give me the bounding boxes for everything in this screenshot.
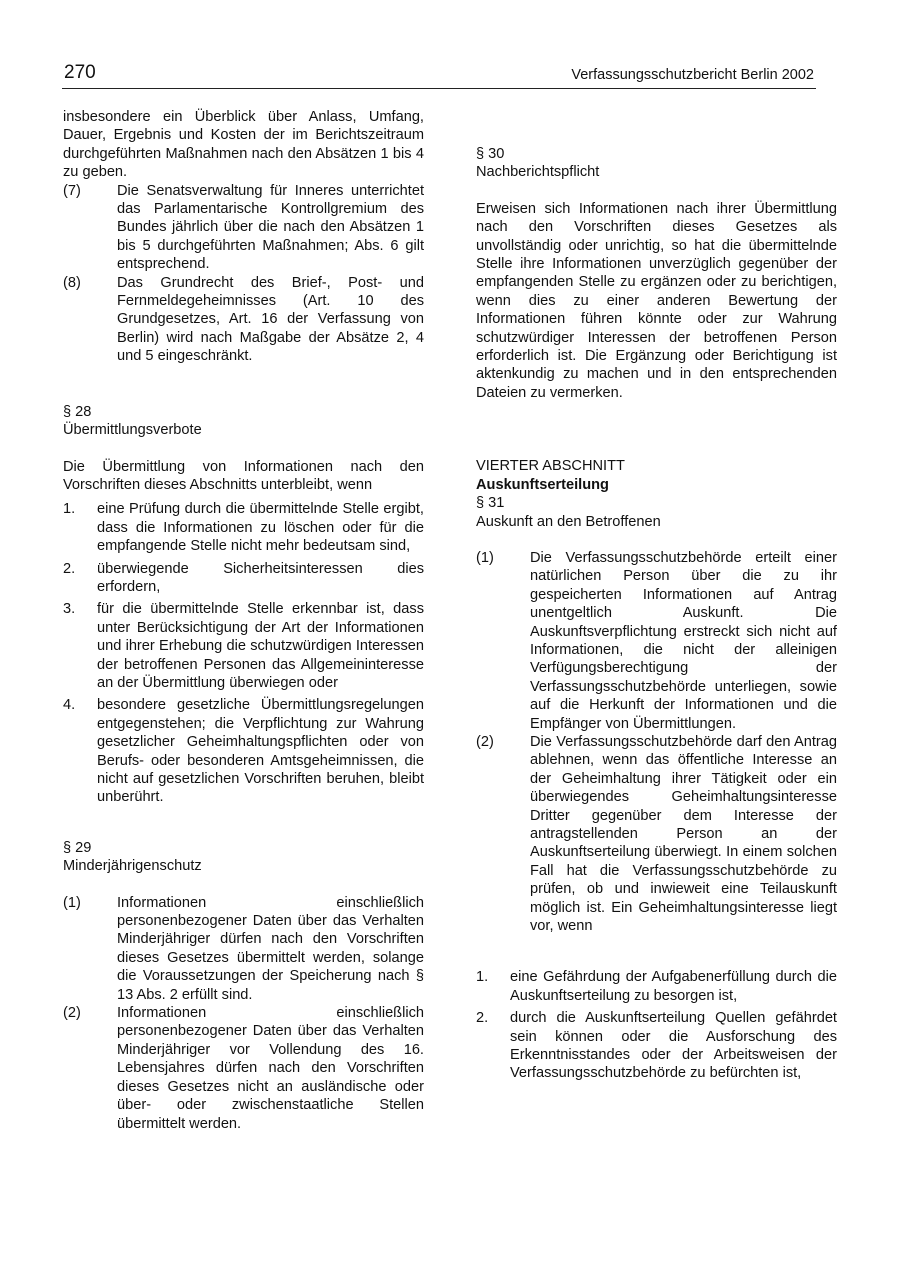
list-item-text: für die übermittelnde Stelle erkennbar ist, dass unter Berücksichtigung der Art der Informationen und ihrer Erhebung die schutzwürdigen Interessen der betroffenen Personen das Allgemeininteresse an der Übermittlung überwiegen oder bbox=[97, 601, 424, 691]
paragraph-number: (2) bbox=[476, 733, 494, 750]
section-30-title: Nachberichtspflicht bbox=[476, 164, 600, 181]
list-item bbox=[63, 500, 424, 555]
right-column bbox=[476, 108, 837, 1087]
section-31-paragraph-2 bbox=[476, 733, 837, 935]
list-item bbox=[476, 968, 837, 1005]
section-28-number: § 28 bbox=[63, 403, 92, 420]
chapter-title: Auskunftserteilung bbox=[476, 476, 609, 493]
paragraph-number: (7) bbox=[63, 182, 81, 199]
paragraph-8 bbox=[63, 274, 424, 366]
paragraph-text: Die Verfassungsschutzbehörde erteilt einer natürlichen Person über die zu ihr gespeicherten Informationen auf Antrag unentgeltlich Auskunft. Die Auskunftsverpflichtung erstreckt sich nicht auf Informationen, die nicht der alleinigen Verfügungsberechtigung der Verfassungsschutzbehörde unterliegen, sowie auf die Herkunft der Informationen und die Empfänger von Übermittlungen. bbox=[530, 549, 837, 732]
list-item-number: 3. bbox=[63, 601, 76, 618]
section-31-list bbox=[476, 968, 837, 1082]
running-title: Verfassungsschutzbericht Berlin 2002 bbox=[571, 67, 814, 83]
paragraph-number: (8) bbox=[63, 274, 81, 291]
paragraph-text: Die Senatsverwaltung für Inneres unterrichtet das Parlamentarische Kontrollgremium des Bundes jährlich über die nach den Absätzen 1 bis 5 durchgeführten Maßnahmen; Abs. 6 gilt entsprechend. bbox=[117, 182, 424, 273]
list-item-text: besondere gesetzliche Übermittlungsregelungen entgegenstehen; die Verpflichtung zur Wahrung gesetzlicher Geheimhaltungspflichten oder von Berufs- oder besonderen Amtsgeheimnissen, die nicht auf gesetzlichen Vorschriften beruhen, bleibt unberührt. bbox=[97, 697, 424, 806]
list-item bbox=[63, 600, 424, 692]
list-item-number: 2. bbox=[63, 560, 76, 577]
list-item-text: überwiegende Sicherheitsinteressen dies erfordern, bbox=[97, 560, 424, 595]
left-column bbox=[63, 108, 424, 1133]
list-item-text: eine Gefährdung der Aufgabenerfüllung durch die Auskunftserteilung zu besorgen ist, bbox=[510, 969, 837, 1004]
paragraph-number: (2) bbox=[63, 1005, 81, 1022]
page-header bbox=[62, 62, 816, 89]
list-item-number: 2. bbox=[476, 1010, 489, 1027]
section-30-number: § 30 bbox=[476, 146, 505, 162]
chapter-heading: VIERTER ABSCHNITT bbox=[476, 458, 625, 475]
paragraph-text: Informationen einschließlich personenbezogener Daten über das Verhalten Minderjähriger vor Vollendung des 16. Lebensjahres dürfen nach den Vorschriften dieses Gesetzes nicht an ausländische oder über- oder zwischenstaatliche Stellen übermittelt werden. bbox=[117, 1005, 424, 1132]
list-item-number: 4. bbox=[63, 697, 76, 714]
list-item-text: eine Prüfung durch die übermittelnde Stelle ergibt, dass die Informationen zu löschen oder für die empfangende Stelle nicht mehr bedeutsam sind, bbox=[97, 501, 424, 555]
list-item bbox=[63, 560, 424, 597]
paragraph-number: (1) bbox=[476, 549, 494, 566]
section-31-title: Auskunft an den Betroffenen bbox=[476, 513, 661, 530]
list-item bbox=[476, 1009, 837, 1083]
intro-text: insbesondere ein Überblick über Anlass, Umfang, Dauer, Ergebnis und Kosten der im Berichtszeitraum durchgeführten Maßnahmen nach den Absätzen 1 bis 4 zu geben. bbox=[63, 109, 424, 181]
section-29-number: § 29 bbox=[63, 839, 92, 856]
paragraph-text: Informationen einschließlich personenbezogener Daten über das Verhalten Minderjähriger dürfen nach den Vorschriften dieses Gesetzes übermittelt werden, solange die Voraussetzungen der Speicherung nach § 13 Abs. 2 erfüllt sind. bbox=[117, 894, 424, 1003]
paragraph-text: Die Verfassungsschutzbehörde darf den Antrag ablehnen, wenn das öffentliche Interesse an der Geheimhaltung ihrer Tätigkeit oder ein überwiegendes Geheimhaltungsinteresse Dritter gegenüber dem Interesse der antragstellenden Person an der Auskunftserteilung überwiegt. In einem solchen Fall hat die Verfassungsschutzbehörde zu prüfen, ob und inwieweit eine Teilauskunft möglich ist. Ein Geheimhaltungsinteresse liegt vor, wenn bbox=[530, 733, 837, 935]
section-28-title: Übermittlungsverbote bbox=[63, 422, 202, 439]
section-31-paragraph-1 bbox=[476, 549, 837, 733]
section-31-number: § 31 bbox=[476, 495, 505, 512]
section-29-paragraph-1 bbox=[63, 894, 424, 1004]
section-29-paragraph-2 bbox=[63, 1004, 424, 1133]
section-28-list bbox=[63, 500, 424, 807]
section-28-intro: Die Übermittlung von Informationen nach den Vorschriften dieses Abschnitts unterbleibt, wenn bbox=[63, 458, 424, 493]
paragraph-text: Das Grundrecht des Brief-, Post- und Fernmeldegeheimnisses (Art. 10 des Grundgesetzes, Art. 16 der Verfassung von Berlin) wird nach Maßgabe der Absätze 2, 4 und 5 eingeschränkt. bbox=[117, 274, 424, 365]
paragraph-number: (1) bbox=[63, 894, 81, 911]
section-30-text: Erweisen sich Informationen nach ihrer Übermittlung nach den Vorschriften dieses Gesetzes als unvollständig oder unrichtig, so hat die übermittelnde Stelle ihre Informationen unverzüglich gegenüber der empfangenden Stelle zu ergänzen oder zu berichtigen, wenn dies zu einer anderen Bewertung der Informationen führen könnte oder zur Wahrung schutzwürdiger Interessen der betroffenen Person erforderlich ist. Die Ergänzung oder Berichtigung ist aktenkundig zu machen und in den entsprechenden Dateien zu vermerken. bbox=[476, 200, 837, 401]
list-item bbox=[63, 696, 424, 806]
list-item-number: 1. bbox=[476, 969, 489, 986]
paragraph-7 bbox=[63, 182, 424, 274]
page-number: 270 bbox=[64, 62, 96, 83]
list-item-number: 1. bbox=[63, 501, 76, 518]
list-item-text: durch die Auskunftserteilung Quellen gefährdet sein können oder die Ausforschung des Erkenntnisstandes oder der Arbeitsweisen der Verfassungsschutzbehörde zu befürchten ist, bbox=[510, 1010, 837, 1082]
section-29-title: Minderjährigenschutz bbox=[63, 858, 202, 875]
